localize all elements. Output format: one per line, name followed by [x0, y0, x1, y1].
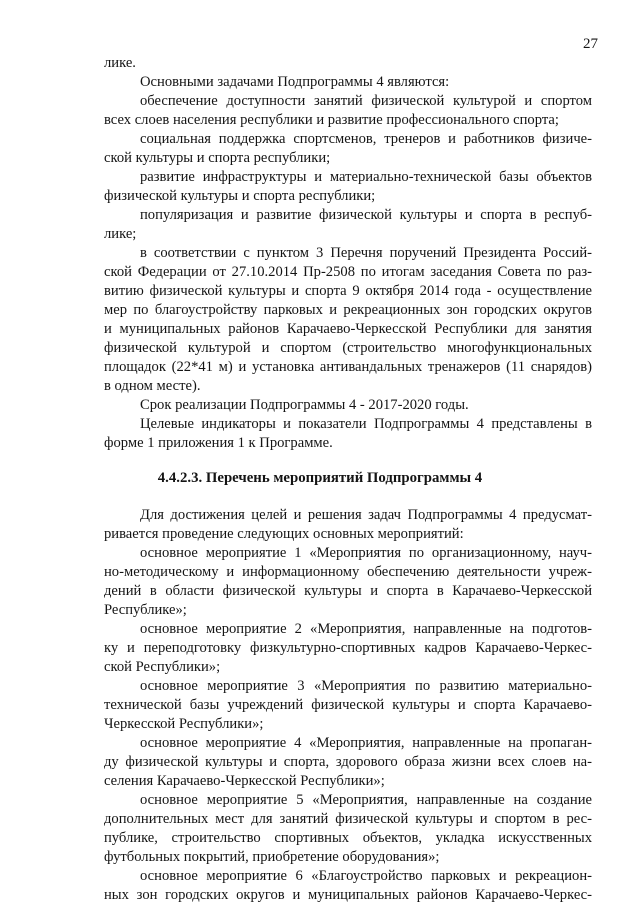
text-line: футбольных покрытий, приобретение оборудования»;	[104, 849, 440, 865]
text-line: дополнительных мест для занятий физической культуры и спортом в рес-	[104, 811, 592, 827]
text-line: основное мероприятие 1 «Мероприятия по организационному, науч-	[140, 545, 592, 561]
text-line: Республике»;	[104, 602, 187, 618]
text-line: лике;	[104, 226, 137, 242]
text-line: физической культурой и спортом (строительство многофункциональных	[104, 340, 592, 356]
section-heading: 4.4.2.3. Перечень мероприятий Подпрограммы 4	[157, 470, 483, 486]
text-line: в одном месте).	[104, 378, 201, 394]
text-line: площадок (22*41 м) и установка антивандальных тренажеров (11 снарядов)	[104, 359, 592, 375]
text-line: ской Федерации от 27.10.2014 Пр-2508 по итогам заседания Совета по раз-	[104, 264, 592, 280]
text-line: ской культуры и спорта республики;	[104, 150, 331, 166]
text-line: селения Карачаево-Черкесской Республики»;	[104, 773, 385, 789]
text-line: социальная поддержка спортсменов, тренеров и работников физиче-	[140, 131, 592, 147]
text-line: ду физической культуры и спорта, здорового образа жизни всех слоев на-	[104, 754, 592, 770]
text-line: обеспечение доступности занятий физической культурой и спортом	[140, 93, 592, 109]
text-line: Основными задачами Подпрограммы 4 являются:	[140, 74, 450, 90]
text-line: основное мероприятие 4 «Мероприятия, направленные на пропаган-	[140, 735, 592, 751]
text-line: публике, строительство спортивных объектов, укладка искусственных	[104, 830, 592, 846]
text-line: витию физической культуры и спорта 9 октября 2014 года - осуществление	[104, 283, 592, 299]
text-line: развитие инфраструктуры и материально-технической базы объектов	[140, 169, 592, 185]
text-line: Для достижения целей и решения задач Подпрограммы 4 предусмат-	[140, 507, 592, 523]
text-line: Срок реализации Подпрограммы 4 - 2017-2020 годы.	[140, 397, 469, 413]
text-line: ской Республики»;	[104, 659, 221, 675]
text-line: ных зон городских округов и муниципальных районов Карачаево-Черкес-	[104, 887, 592, 903]
text-line: основное мероприятие 5 «Мероприятия, направленные на создание	[140, 792, 592, 808]
text-line: и муниципальных районов Карачаево-Черкесской Республики для занятия	[104, 321, 592, 337]
text-line: всех слоев населения республики и развитие профессионального спорта;	[104, 112, 559, 128]
text-line: дений в области физической культуры и спорта в Карачаево-Черкесской	[104, 583, 592, 599]
text-line: основное мероприятие 2 «Мероприятия, направленные на подготов-	[140, 621, 592, 637]
text-line: основное мероприятие 3 «Мероприятия по развитию материально-	[140, 678, 592, 694]
page-number: 27	[583, 36, 598, 52]
text-line: но-методическому и информационному обеспечению деятельности учреж-	[104, 564, 592, 580]
text-line: основное мероприятие 6 «Благоустройство парковых и рекреацион-	[140, 868, 592, 884]
text-line: физической культуры и спорта республики;	[104, 188, 376, 204]
text-line: лике.	[104, 55, 136, 71]
text-line: ку и переподготовку физкультурно-спортивных кадров Карачаево-Черкес-	[104, 640, 592, 656]
text-line: ривается проведение следующих основных мероприятий:	[104, 526, 464, 542]
text-line: Целевые индикаторы и показатели Подпрограммы 4 представлены в	[140, 416, 592, 432]
text-line: мер по благоустройству парковых и рекреационных зон городских округов	[104, 302, 592, 318]
text-line: технической базы учреждений физической культуры и спорта Карачаево-	[104, 697, 592, 713]
text-line: Черкесской Республики»;	[104, 716, 264, 732]
text-line: популяризация и развитие физической культуры и спорта в респуб-	[140, 207, 592, 223]
text-line: в соответствии с пунктом 3 Перечня поручений Президента Россий-	[140, 245, 592, 261]
text-line: форме 1 приложения 1 к Программе.	[104, 435, 333, 451]
